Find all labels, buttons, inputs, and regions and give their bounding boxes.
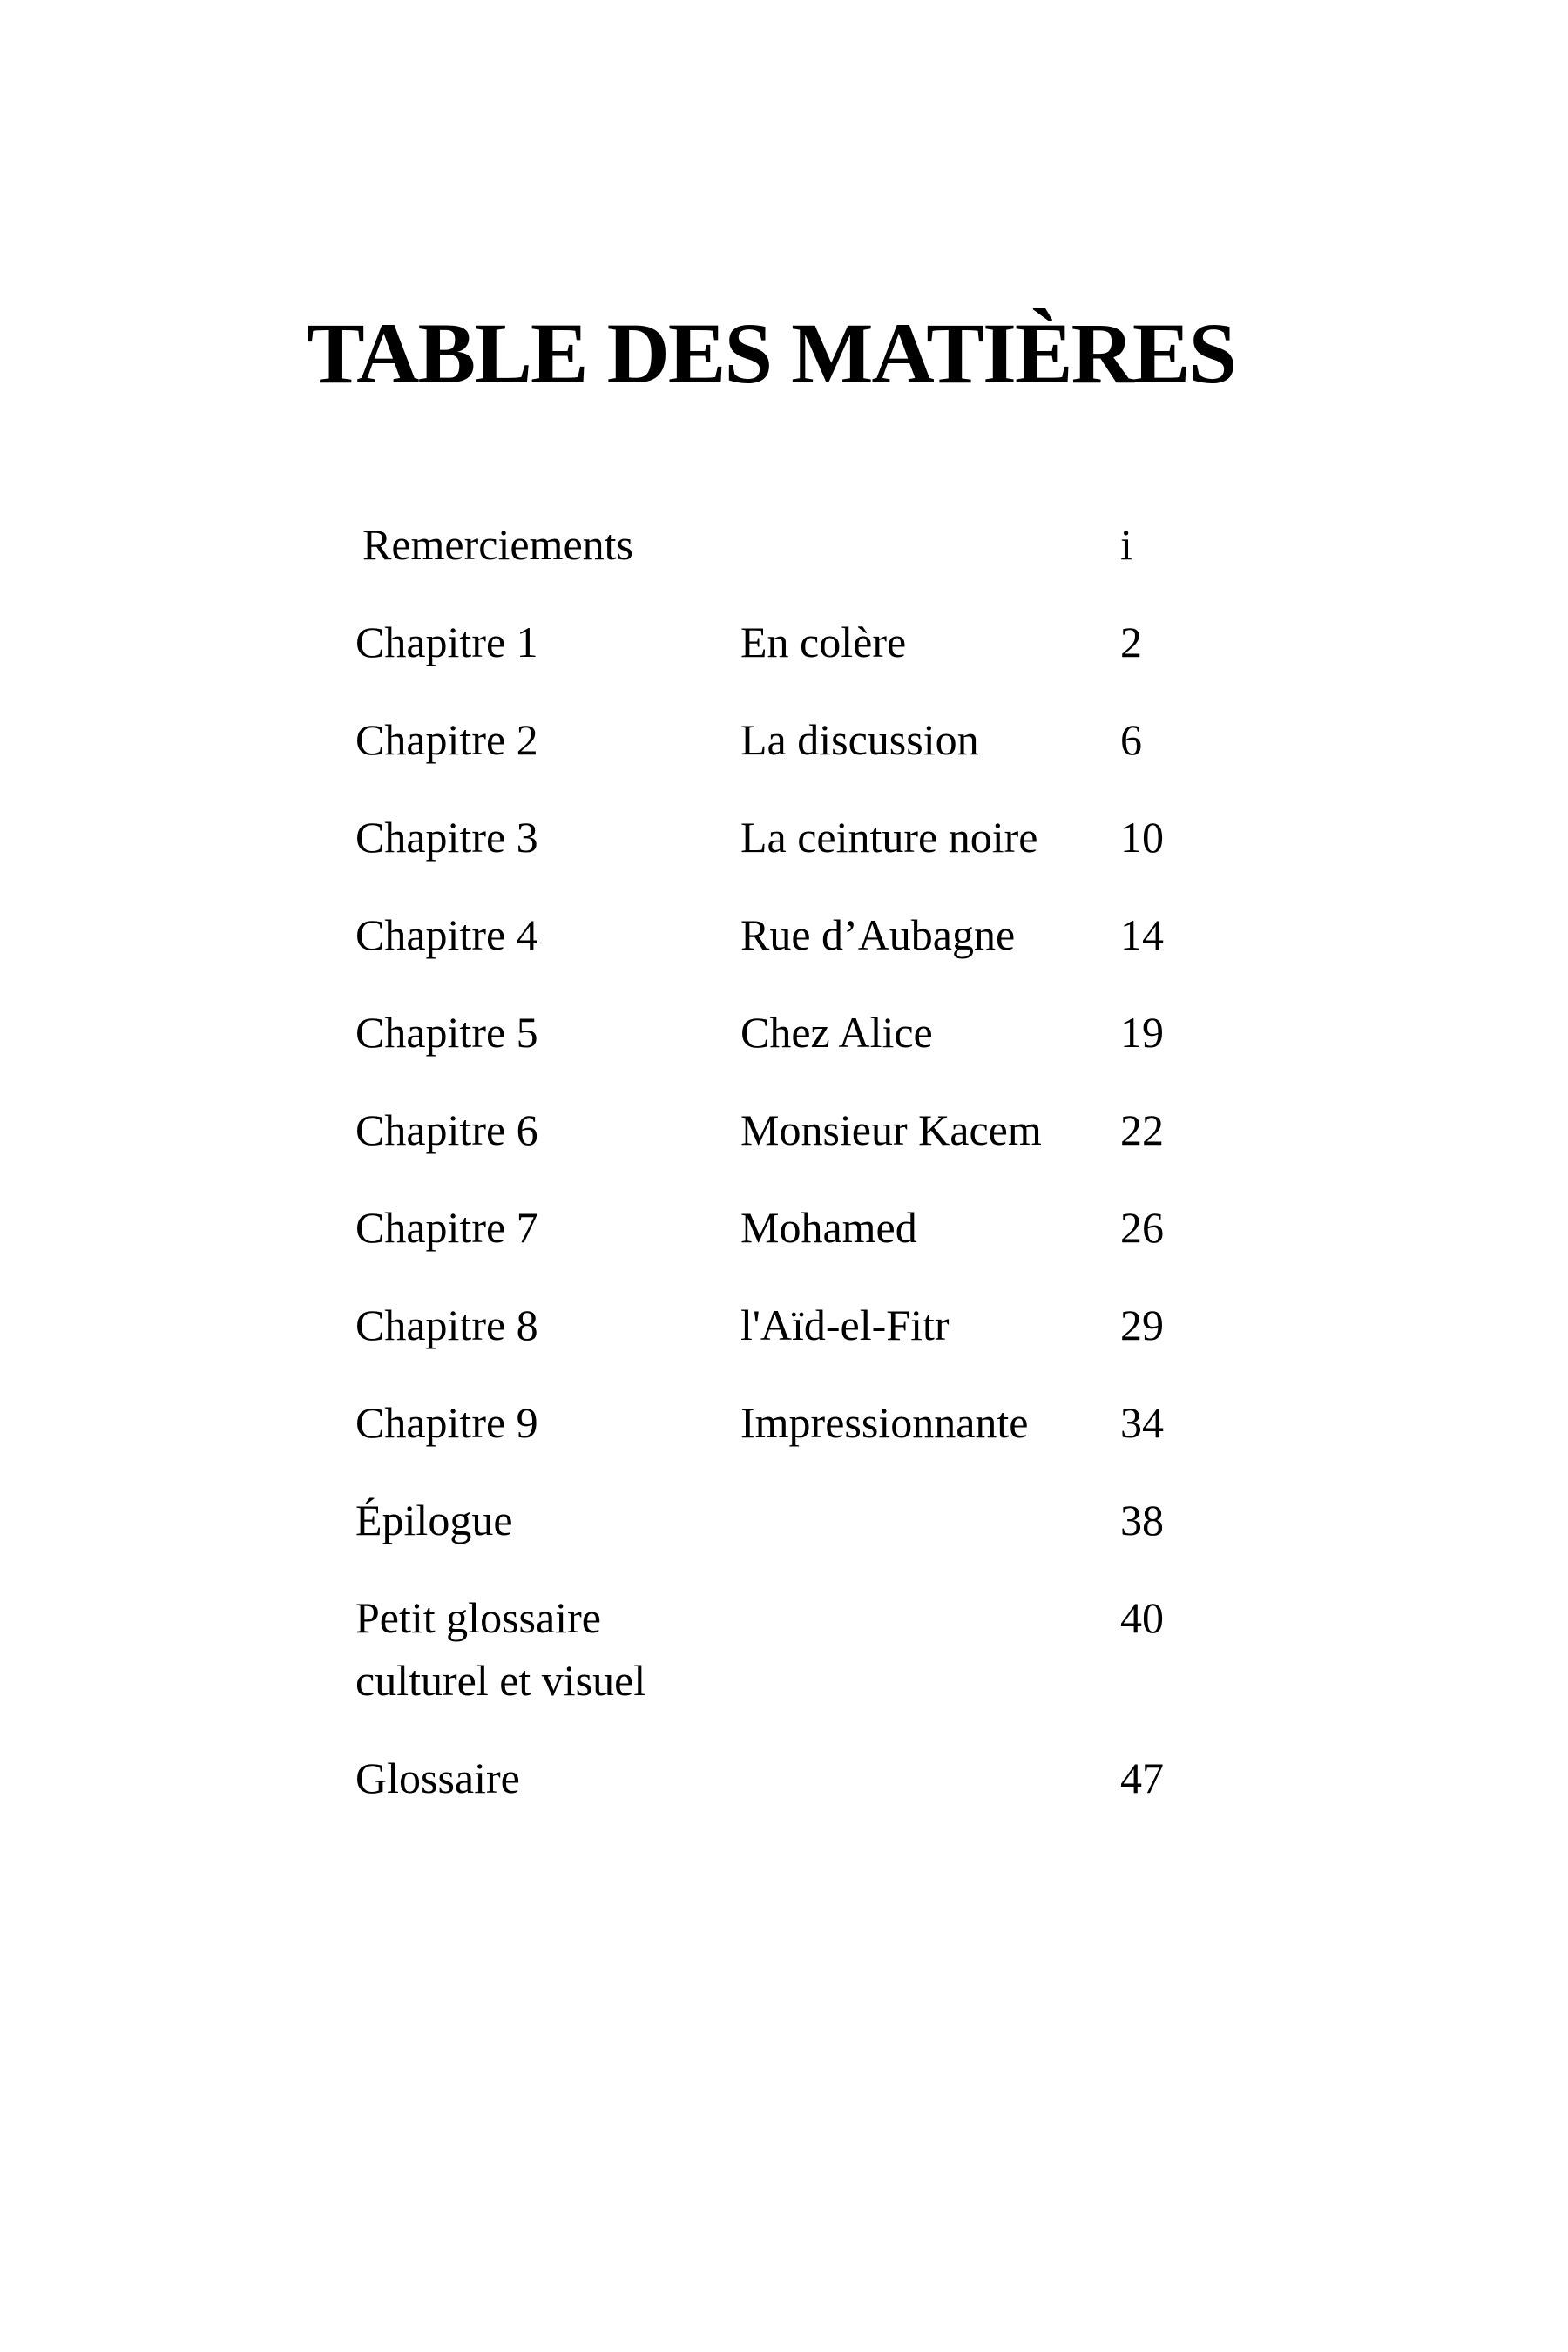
table-of-contents	[355, 513, 1261, 1844]
toc-entry-label: Épilogue	[355, 1496, 513, 1544]
toc-entry-page: 40	[1120, 1593, 1164, 1642]
toc-row	[355, 513, 1261, 576]
toc-entry-page: 10	[1120, 813, 1164, 862]
toc-entry-title: Rue d’Aubagne	[740, 910, 1016, 959]
toc-entry-label: Chapitre 4	[355, 910, 538, 959]
toc-entry-title: l'Aïd-el-Fitr	[740, 1301, 950, 1349]
toc-entry-label: Chapitre 2	[355, 715, 538, 764]
toc-entry-label: Petit glossaire culturel et visuel	[355, 1593, 646, 1705]
toc-entry-page: 34	[1120, 1398, 1164, 1447]
toc-row	[355, 1489, 1261, 1551]
toc-entry-label: Remerciements	[362, 520, 633, 569]
toc-entry-page: 47	[1120, 1754, 1164, 1802]
toc-row	[355, 708, 1261, 771]
toc-row	[355, 1098, 1261, 1161]
toc-row	[355, 1001, 1261, 1064]
toc-entry-title: La ceinture noire	[740, 813, 1038, 862]
toc-row	[355, 611, 1261, 673]
toc-entry-title: Mohamed	[740, 1203, 917, 1252]
toc-entry-label: Chapitre 9	[355, 1398, 538, 1447]
toc-entry-page: 19	[1120, 1008, 1164, 1057]
toc-row	[355, 903, 1261, 966]
toc-row	[355, 1294, 1261, 1356]
toc-row	[355, 1196, 1261, 1259]
toc-row	[355, 1586, 1261, 1712]
toc-entry-title: Monsieur Kacem	[740, 1105, 1042, 1154]
toc-entry-page: 26	[1120, 1203, 1164, 1252]
toc-entry-label: Glossaire	[355, 1754, 520, 1802]
toc-entry-label: Chapitre 5	[355, 1008, 538, 1057]
toc-row	[355, 806, 1261, 868]
toc-entry-label: Chapitre 1	[355, 618, 538, 666]
toc-entry-label: Chapitre 8	[355, 1301, 538, 1349]
toc-entry-title: La discussion	[740, 715, 979, 764]
page-title: TABLE DES MATIÈRES	[307, 305, 1236, 402]
toc-entry-page: i	[1120, 520, 1132, 569]
toc-entry-page: 6	[1120, 715, 1142, 764]
toc-entry-title: En colère	[740, 618, 907, 666]
toc-entry-title: Chez Alice	[740, 1008, 933, 1057]
toc-row	[355, 1391, 1261, 1454]
toc-entry-label: Chapitre 3	[355, 813, 538, 862]
toc-row	[355, 1747, 1261, 1809]
toc-entry-title: Impressionnante	[740, 1398, 1029, 1447]
toc-entry-page: 29	[1120, 1301, 1164, 1349]
toc-entry-page: 38	[1120, 1496, 1164, 1544]
toc-entry-page: 2	[1120, 618, 1142, 666]
toc-entry-page: 14	[1120, 910, 1164, 959]
toc-entry-label: Chapitre 6	[355, 1105, 538, 1154]
toc-entry-label: Chapitre 7	[355, 1203, 538, 1252]
toc-entry-page: 22	[1120, 1105, 1164, 1154]
